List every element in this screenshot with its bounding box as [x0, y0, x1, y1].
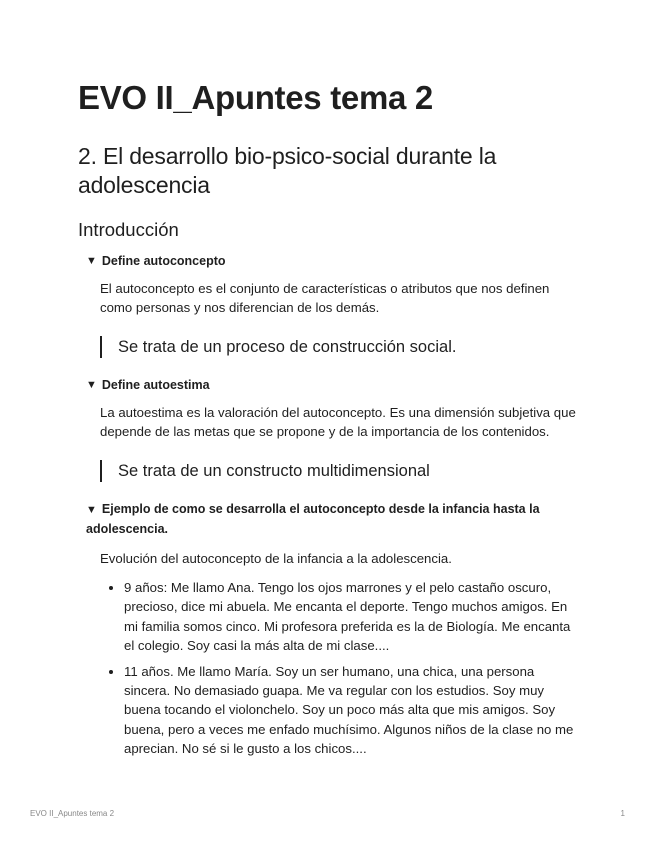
- document-page: [78, 78, 578, 765]
- toggle-body: [100, 403, 578, 482]
- toggle-ejemplo-autoconcepto[interactable]: [86, 500, 578, 759]
- toggle-header[interactable]: [86, 376, 578, 395]
- list-item: • 9 años: Me llamo Ana. Tengo los ojos marrones y el pelo castaño oscuro, precioso, dice mi abuela. Me encanta el deporte. Tengo muchos amigos. En mi familia somos cinco. Mi profesora preferida es la de Biología. Me encanta el colegio. Soy casi la más alta de mi clase....: [124, 578, 578, 656]
- definition-text: La autoestima es la valoración del autoconcepto. Es una dimensión subjetiva que depende de las metas que se propone y de la importancia de los contenidos.: [100, 404, 576, 440]
- footer-document-title: EVO II_Apuntes tema 2: [30, 809, 115, 818]
- list-item: • 11 años. Me llamo María. Soy un ser humano, una chica, una persona sincera. No demasiado guapa. Me va regular con los estudios. Soy muy buena tocando el violonchelo. Soy un poco más alta que mis amigos. Soy buena, pero a veces me enfado muchísimo. Algunos niños de la clase no me aprecian. No sé si le gusto a los chicos....: [124, 662, 578, 759]
- toggle-define-autoestima[interactable]: [86, 376, 578, 482]
- intro-text: Evolución del autoconcepto de la infancia a la adolescencia.: [100, 550, 452, 566]
- toggle-open-icon[interactable]: ▼: [86, 378, 97, 391]
- toggle-header[interactable]: [86, 252, 578, 271]
- toggle-define-autoconcepto[interactable]: [86, 252, 578, 358]
- toggle-heading: Ejemplo de como se desarrolla el autoconcepto desde la infancia hasta la adolescencia.: [86, 501, 540, 536]
- section-title: 2. El desarrollo bio-psico-social durante la adolescencia: [78, 143, 497, 198]
- example-list: [100, 578, 578, 759]
- quote-block: Se trata de un constructo multidimensional: [100, 460, 578, 482]
- toggle-heading: Define autoconcepto: [101, 254, 226, 268]
- toggle-body: [100, 549, 578, 759]
- quote-block: Se trata de un proceso de construcción social.: [100, 336, 578, 358]
- footer-page-number: 1: [620, 809, 625, 818]
- definition-text: El autoconcepto es el conjunto de características o atributos que nos definen como personas y nos diferencian de los demás.: [100, 281, 550, 316]
- document-title: EVO II_Apuntes tema 2: [78, 79, 433, 116]
- subsection-title: Introducción: [78, 219, 179, 240]
- toggle-header[interactable]: [86, 500, 578, 539]
- toggle-body: [100, 279, 578, 358]
- toggle-heading: Define autoestima: [101, 377, 210, 392]
- toggle-open-icon[interactable]: ▼: [86, 255, 97, 267]
- toggle-open-icon[interactable]: ▼: [86, 503, 97, 516]
